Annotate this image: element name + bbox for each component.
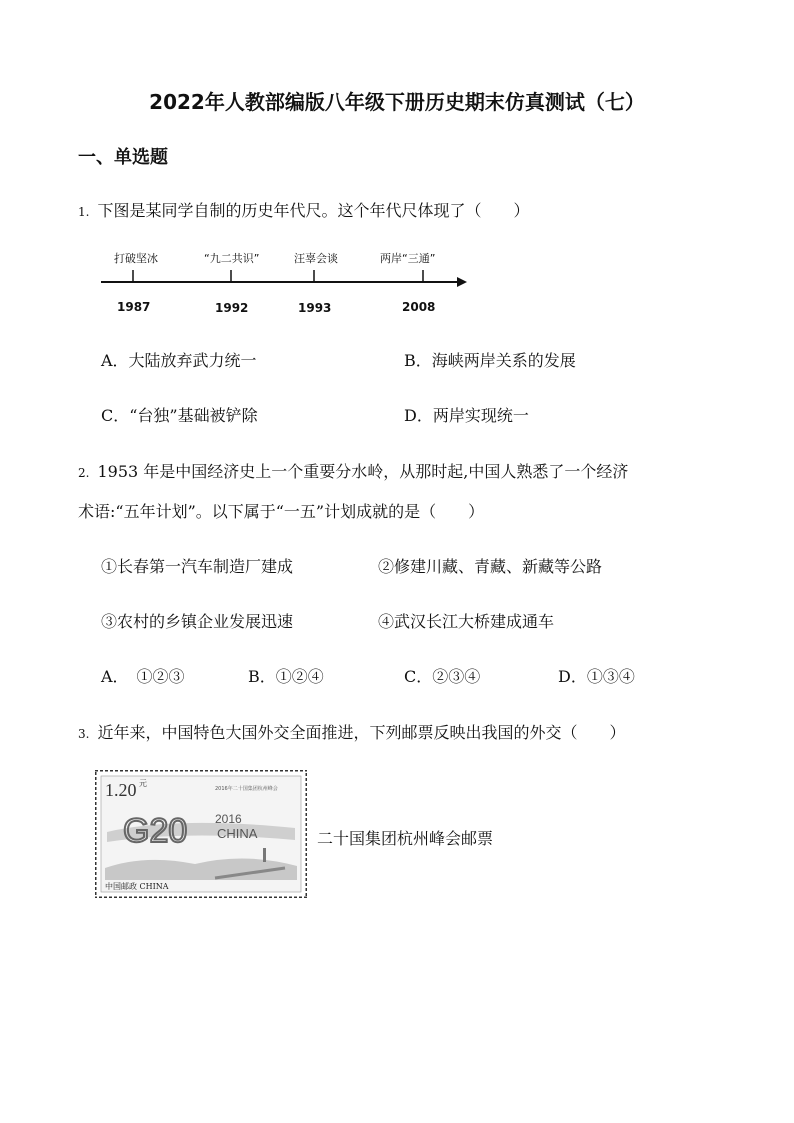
statement-1: ①长春第一汽车制造厂建成: [101, 557, 294, 576]
option-d[interactable]: D．两岸实现统一: [404, 406, 529, 425]
timeline-event: 汪辜会谈: [294, 252, 338, 265]
section-heading: 一、单选题: [78, 147, 168, 168]
timeline-year: 1987: [117, 300, 151, 314]
statement-4: ④武汉长江大桥建成通车: [378, 612, 555, 631]
option-c[interactable]: C．“台独”基础被铲除: [101, 406, 258, 425]
timeline-event: 打破坚冰: [114, 252, 158, 265]
option-d[interactable]: D．①③④: [558, 667, 635, 686]
timeline-year: 1992: [215, 301, 249, 315]
stamp-country: CHINA: [217, 826, 258, 841]
timeline-year: 2008: [402, 300, 436, 314]
page-title: 2022年人教部编版八年级下册历史期末仿真测试（七）: [149, 90, 645, 114]
question-1: [78, 198, 529, 221]
stamp-value: 1.20: [105, 780, 137, 800]
stamp-unit: 元: [139, 779, 147, 788]
g20-stamp-image: [95, 770, 307, 898]
option-c[interactable]: C．②③④: [404, 667, 481, 686]
stamp-logo: G20: [123, 812, 188, 850]
timeline-event: “九二共识”: [204, 252, 260, 265]
question-number: 2.: [78, 466, 90, 480]
stamp-caption: 二十国集团杭州峰会邮票: [317, 829, 494, 848]
question-stem-line1: 1953 年是中国经济史上一个重要分水岭，从那时起,中国人熟悉了一个经济: [97, 462, 629, 481]
stamp-post: 中国邮政 CHINA: [105, 882, 169, 891]
timeline-arrow: [457, 277, 467, 287]
question-stem: 下图是某同学自制的历史年代尺。这个年代尺体现了（ ）: [97, 201, 530, 220]
question-number: 3.: [78, 727, 90, 741]
question-3: [78, 720, 625, 743]
question-number: 1.: [78, 205, 90, 219]
option-a[interactable]: A．大陆放弃武力统一: [101, 351, 257, 370]
question-stem-line2: 术语:“五年计划”。以下属于“一五”计划成就的是（ ）: [78, 502, 485, 521]
timeline-event: 两岸“三通”: [380, 252, 436, 265]
option-a[interactable]: A． ①②③: [101, 667, 185, 686]
stamp-caption-small: 2016年二十国集团杭州峰会: [215, 786, 278, 792]
timeline-year: 1993: [298, 301, 332, 315]
question-stem: 近年来，中国特色大国外交全面推进，下列邮票反映出我国的外交（ ）: [97, 723, 626, 742]
option-b[interactable]: B．海峡两岸关系的发展: [404, 351, 576, 370]
stamp-year: 2016: [215, 812, 242, 826]
statement-2: ②修建川藏、青藏、新藏等公路: [378, 557, 603, 576]
option-b[interactable]: B．①②④: [248, 667, 324, 686]
statement-3: ③农村的乡镇企业发展迅速: [101, 612, 294, 631]
question-2: [78, 459, 628, 482]
